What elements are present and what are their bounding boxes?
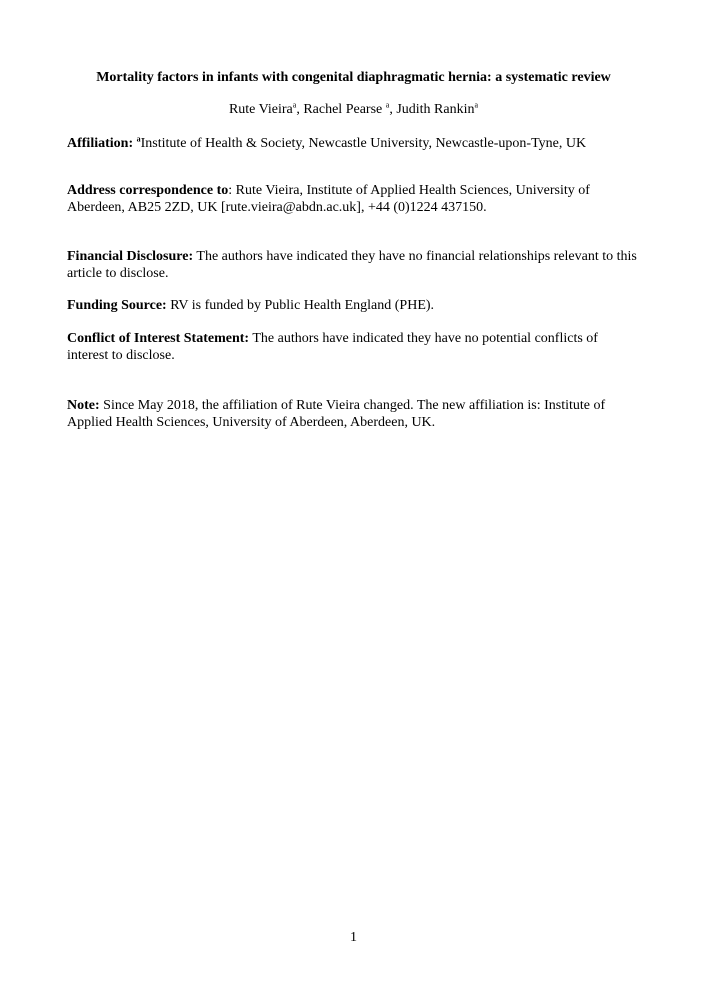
- affiliation-marker: a: [136, 134, 141, 144]
- affiliation-marker: a: [385, 100, 390, 110]
- financial-disclosure-text: The authors have indicated they have no financial relationships relevant to this article to disclose.: [67, 249, 637, 281]
- financial-disclosure-label: Financial Disclosure:: [67, 249, 194, 264]
- author-separator: ,: [296, 102, 304, 117]
- affiliation-text: Institute of Health & Society, Newcastle University, Newcastle-upon-Tyne, UK: [140, 136, 587, 151]
- affiliation-marker: a: [474, 100, 479, 110]
- author-list: [0, 101, 707, 118]
- author-name: Judith Rankin: [396, 102, 475, 117]
- correspondence-label: Address correspondence to: [67, 183, 229, 198]
- affiliation-paragraph: [67, 135, 637, 152]
- correspondence-text: : Rute Vieira, Institute of Applied Health Sciences, University of Aberdeen, AB25 2ZD, UK [rute.vieira@abdn.ac.uk], +44 (0)1224 437150.: [67, 183, 590, 215]
- author-separator: ,: [389, 102, 397, 117]
- note-paragraph: [67, 397, 637, 431]
- funding-source-label: Funding Source:: [67, 298, 167, 313]
- paper-title: Mortality factors in infants with congenital diaphragmatic hernia: a systematic review: [96, 70, 611, 85]
- funding-source-paragraph: [67, 297, 637, 314]
- affiliation-label: Affiliation:: [67, 136, 137, 151]
- author-name: Rachel Pearse: [303, 102, 386, 117]
- page-number: 1: [350, 930, 357, 945]
- affiliation-marker: a: [292, 100, 297, 110]
- conflict-of-interest-paragraph: [67, 330, 637, 364]
- note-label: Note:: [67, 398, 100, 413]
- author-name: Rute Vieira: [228, 102, 293, 117]
- note-text: Since May 2018, the affiliation of Rute Vieira changed. The new affiliation is: Institute of Applied Health Sciences, University of Aberdeen, Aberdeen, UK.: [67, 398, 606, 430]
- financial-disclosure-paragraph: [67, 248, 637, 282]
- conflict-of-interest-text: The authors have indicated they have no potential conflicts of interest to disclose.: [67, 331, 598, 363]
- conflict-of-interest-label: Conflict of Interest Statement:: [67, 331, 250, 346]
- correspondence-paragraph: [67, 182, 637, 216]
- funding-source-text: RV is funded by Public Health England (PHE).: [166, 298, 435, 313]
